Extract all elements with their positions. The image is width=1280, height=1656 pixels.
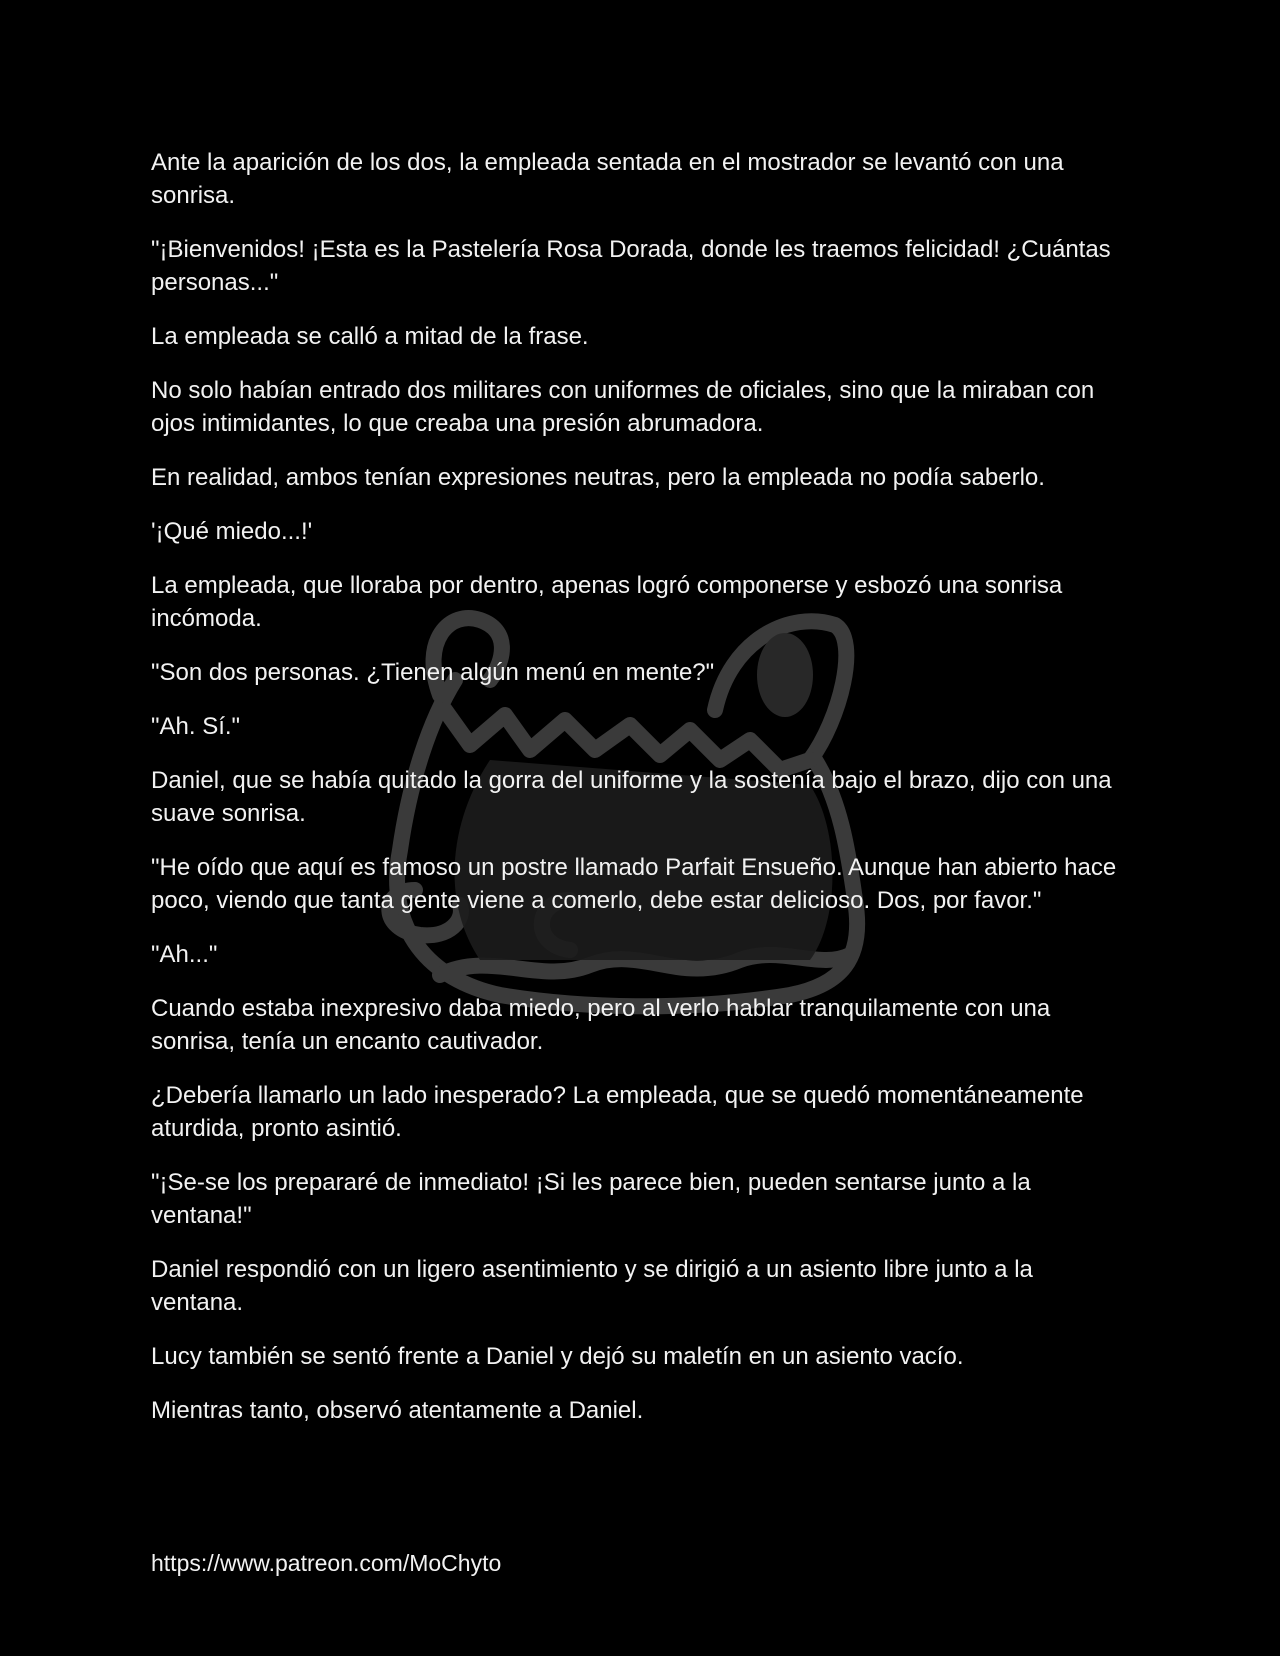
paragraph: "¡Se-se los prepararé de inmediato! ¡Si les parece bien, pueden sentarse junto a la ventana!" bbox=[151, 1169, 1031, 1229]
paragraph: Lucy también se sentó frente a Daniel y dejó su maletín en un asiento vacío. bbox=[151, 1343, 964, 1370]
paragraph: La empleada se calló a mitad de la frase. bbox=[151, 323, 589, 350]
paragraph: Mientras tanto, observó atentamente a Daniel. bbox=[151, 1397, 644, 1424]
paragraph: En realidad, ambos tenían expresiones neutras, pero la empleada no podía saberlo. bbox=[151, 464, 1045, 491]
paragraph: Daniel, que se había quitado la gorra del uniforme y la sostenía bajo el brazo, dijo con una suave sonrisa. bbox=[151, 767, 1112, 827]
paragraph: Daniel respondió con un ligero asentimiento y se dirigió a un asiento libre junto a la ventana. bbox=[151, 1256, 1033, 1316]
paragraph: La empleada, que lloraba por dentro, apenas logró componerse y esbozó una sonrisa incómoda. bbox=[151, 572, 1063, 632]
paragraph: Cuando estaba inexpresivo daba miedo, pero al verlo hablar tranquilamente con una sonrisa, tenía un encanto cautivador. bbox=[151, 995, 1051, 1055]
paragraph: '¡Qué miedo...!' bbox=[151, 518, 313, 545]
story-text bbox=[151, 146, 1131, 1448]
paragraph: No solo habían entrado dos militares con uniformes de oficiales, sino que la miraban con ojos intimidantes, lo que creaba una presión abrumadora. bbox=[151, 377, 1095, 437]
paragraph: "He oído que aquí es famoso un postre llamado Parfait Ensueño. Aunque han abierto hace poco, viendo que tanta gente viene a comerlo, debe estar delicioso. Dos, por favor." bbox=[151, 854, 1117, 914]
paragraph: "¡Bienvenidos! ¡Esta es la Pastelería Rosa Dorada, donde les traemos felicidad! ¿Cuántas personas..." bbox=[151, 236, 1111, 296]
patreon-link[interactable]: https://www.patreon.com/MoChyto bbox=[151, 1550, 502, 1576]
paragraph: Ante la aparición de los dos, la empleada sentada en el mostrador se levantó con una sonrisa. bbox=[151, 149, 1064, 209]
paragraph: "Son dos personas. ¿Tienen algún menú en mente?" bbox=[151, 659, 715, 686]
paragraph: "Ah..." bbox=[151, 941, 218, 968]
paragraph: "Ah. Sí." bbox=[151, 713, 241, 740]
paragraph: ¿Debería llamarlo un lado inesperado? La empleada, que se quedó momentáneamente aturdida, pronto asintió. bbox=[151, 1082, 1084, 1142]
